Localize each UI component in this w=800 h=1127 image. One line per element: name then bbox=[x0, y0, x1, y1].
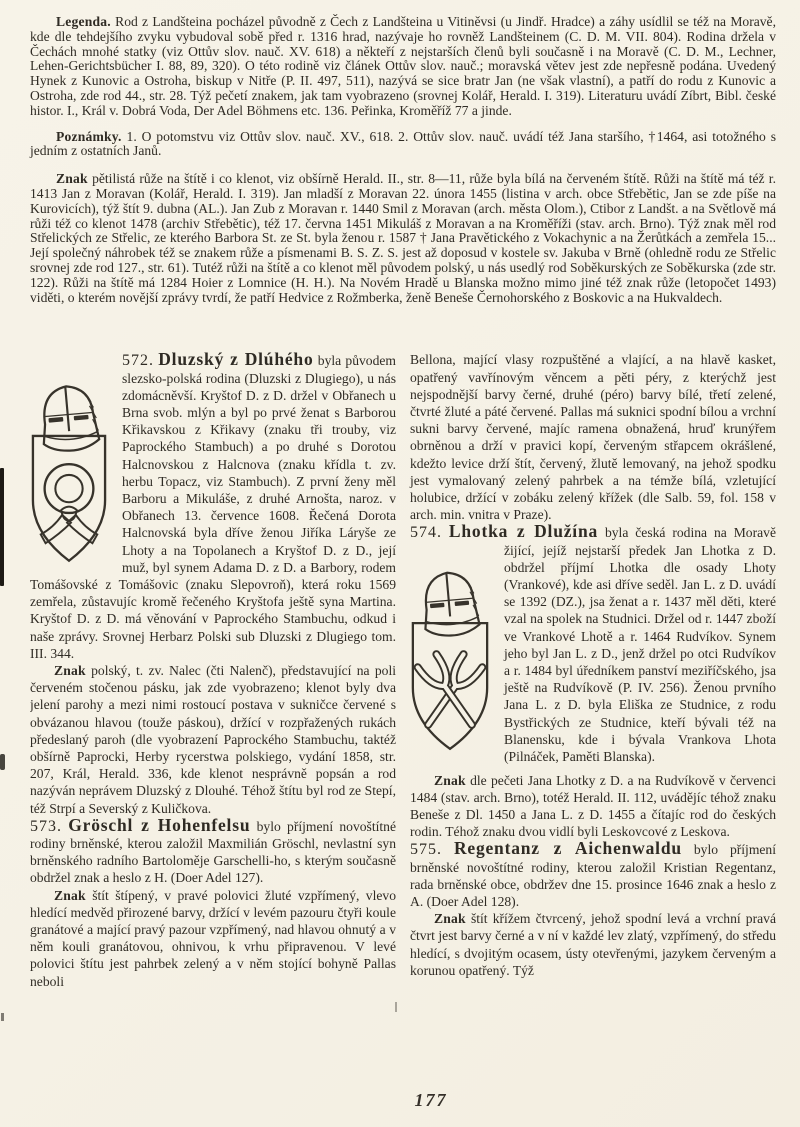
entry-572-name: Dluzský z Dlúhého bbox=[158, 351, 314, 370]
poznamky-label: Poznámky. bbox=[56, 128, 122, 144]
znak-label: Znak bbox=[434, 911, 466, 927]
scan-artifact bbox=[0, 468, 4, 586]
znak-label: Znak bbox=[54, 887, 86, 903]
great-helm-icon bbox=[421, 570, 481, 637]
entry-573-znak-text-col2: Bellona, mající vlasy rozpuštěné a vlající, a na hlavě kasket, opatřený vavřínovým věncem a pěti péry, z kterýchž jest nejspodnější barvy černé, druhé (péro) barvy bílé, třetí zelené, čtvrté žluté a páté červené. Pallas má suknici spodní bílou a vrchní sukni barvy červené, majíc ramena obnažená, hruď krunýřem obrněnou a drží v pravici kopí, červeným střapcem okrášlené, kdežto levice drží štít, červený, žlutě lemovaný, na jehož spodku jest vymalovaný zelený pahrbek a na témže bílá, vzletující holubice, držící v zobáku zelený křížek (dle Salb. 59, fol. 158 v arch. min. vnitra v Praze). bbox=[410, 352, 776, 523]
entry-574-name: Lhotka z Dlužína bbox=[448, 521, 599, 542]
entry-573-znak-col2 bbox=[410, 351, 776, 523]
scan-artifact bbox=[0, 754, 5, 770]
entry-573-name: Gröschl z Hohenfelsu bbox=[68, 814, 251, 835]
entry-575-znak-text: štít křížem čtvrcený, jehož spodní levá a vrchní pravá čtvrt jest barvy černé a v ní v každé lev zlatý, vzpřímený, do středu hledící, s dvojitým ocasem, ústy otevřenými, jazykem červeným a korunou opatřený. Týž bbox=[410, 911, 776, 978]
znak-label: Znak bbox=[56, 171, 88, 187]
entry-572-number: 572. bbox=[122, 352, 154, 370]
entry-575-name: Regentanz z Aichenwaldu bbox=[453, 838, 682, 859]
shield-icon bbox=[413, 623, 487, 749]
two-column-region bbox=[30, 351, 776, 1067]
entry-575 bbox=[410, 840, 776, 910]
entry-574 bbox=[410, 523, 776, 765]
scan-artifact bbox=[1, 1013, 4, 1021]
entry-574-znak bbox=[410, 772, 776, 841]
entry-572-znak bbox=[30, 662, 396, 817]
entry-575-znak bbox=[410, 910, 776, 979]
legenda-text: Rod z Landšteina pocházel původně z Čech z Landšteina u Vitiněvsi (u Jindř. Hradce) a záhy usídlil se též na Moravě, kde dle tehdejšího zvyku vybudoval sobě před r. 1316 hrad, nazývaje ho rovněž Landšteinem (C. D. M. VII. 804). Rodina držela v Čechách mnohé statky (viz Ottův slov. nauč. XV. 618) a někteří z nejstarších členů byli současně i na Moravě (C. D. M., Lechner, Lehen-Gerichtsbücher I. 88, 89, 320). O této rodině viz článek Ottův slov. nauč.; moravská větev jest zde nepřesně podána. Uvedený Hynek z Kunovic a Ostroha, biskup v Nitře (P. II. 497, 511), nazývá se sice bratr Jan (ne však vlastní), a patří do rodu z Kunovic a Ostroha, zde rod 44., str. 28. Týž pečetí znakem, jak tam vyobrazeno (srovnej Kolář, Herald. I. 319). Literaturu uvádí Zíbrt, Bibl. české histor. I., Král v. Dobrá Voda, Der Adel Böhmens etc. 136. Peřinka, Kroměříž 77 a jinde. bbox=[30, 14, 776, 118]
znak-label: Znak bbox=[54, 663, 86, 678]
entry-574-intro-start: byla česká rodina na bbox=[604, 525, 727, 541]
entry-573-intro: bylo příjmení novoštítné rodiny brněnské, kterou založil Maxmilián Gröschl, nevlastní syn brněnského radního Bartoloměje Garschelli-ho, s kterým současně obdržel znak a heslo z H. (Doer Adel 127). bbox=[30, 818, 396, 886]
entry-575-number: 575. bbox=[410, 841, 442, 859]
page-number: 177 bbox=[414, 1090, 448, 1110]
entry-573 bbox=[30, 814, 396, 887]
znak-paragraph bbox=[30, 172, 776, 305]
right-column bbox=[410, 351, 776, 1067]
entry-573-number: 573. bbox=[30, 817, 62, 835]
znak-text: pětilistá růže na štítě i co klenot, viz obšírně Herald. II., str. 8—11, růže byla bílá na červeném štítě. Růži na štítě má též r. 1413 Jan z Moravan (Kolář, Herald. I. 319). Jan mladší z Moravan 22. února 1455 (listina v arch. obce Střebětic, Jan se zde píše na Kurovicích), týž štít 9. dubna (AL.). Jan Zub z Moravan r. 1440 Smil z Moravan (arch. města Olom.), Ctibor z Landšt. a na Světlově má růži též co klenot 1478 (archiv Střebětic), též 17. června 1451 Mikuláš z Moravan a na Kroměříži (stav. arch. Brno). Týž znak měl rod Střelických ze Střelic, ze kterého Barbora St. ze St. byla ženou r. 1587 † Jana Pravětického z Vokachynic a na Žerůtkách a zemřela 15... Její společný náhrobek též se znakem růže a písmenami B. S. Z. S. jest až doposud v kostele sv. Jakuba v Brně (ohledně rodu ze Střelic srovnej zde rod 127., str. 61). Tutéž růži na štítě a co klenot měl původem polský, u nás usedlý rod Soběkurských ze Soběkurska (zde str. 122). Růži na štítě má 1284 Hoier z Lomnice (H. H.). Na Novém Hradě u Blanska možno mimo jiné též znak růže (letopočet 1493) viděti, o kterém novější zprávy tvrdí, že patří Hedvice z Rožmberka, ženě Beneše Černohorského z Boskovic a na Hukvaldech. bbox=[30, 171, 776, 305]
helm-shield-crossed-forks-icon bbox=[410, 564, 490, 766]
shield-icon bbox=[33, 436, 105, 561]
poznamky-paragraph bbox=[30, 130, 776, 160]
legenda-paragraph bbox=[30, 15, 776, 119]
helm-shield-nalecz-band-icon bbox=[30, 377, 108, 569]
left-column bbox=[30, 351, 396, 1067]
legenda-label: Legenda. bbox=[56, 14, 111, 29]
entry-572-intro-rest: slezsko-polská rodina (Dluzski z Dlugiego), u nás zdomácněvší. Kryštof D. z D. držel v Obřanech u Brna svob. mlýn a byl po prvé ženat s Barborou Křikavskou z Křikavy (znaku tři trouby, viz Paprockého Stambuch) a po druhé s Dorotou Halcnovskou z Halcnova (znaku křídla t. zv. herbu Topacz, viz Stambuch). Z první ženy měl Barboru a Mikuláše, z druhé Arnošta, naroz. v Obřanech 13. července 1608. Řečená Dorota Halcnovská byla dříve ženou Jiříka Láryše ze Lhoty a na Topolanech a Kryštof D. z D., její muž, byl synem Adama D. z D. a Barbory, rodem Tomášovské z Tomášovic (znaku Slepovroň), která roku 1569 zemřela, zůstavujíc kromě řečeného Kryštofa ještě syna Martina. Kryštof D. z D. má věnování v Paprockého Stambuchu, odkud i naše zprávy. Srovnej Herbarz Polski sub Dluzski z Dlugiego tom. III. 344. bbox=[30, 370, 396, 661]
scan-artifact bbox=[395, 1002, 397, 1012]
entry-572 bbox=[30, 351, 396, 662]
entry-573-znak-text-col1: štít štípený, v pravé polovici žluté vzpřímený, vlevo hledící medvěd přirozené barvy, držící v levém pazouru čtyři koule granátové a mající pravý pazour vzpřímený, nad hlavou ohnutý a v něm kouli granátovou, ohnivou, k vrhu připravenou. V levé polovici štítu jest pahrbek zelený a v něm stojící bohyně Pallas neboli bbox=[30, 887, 396, 989]
crossed-forks-icon bbox=[418, 654, 483, 731]
great-helm-icon bbox=[39, 384, 100, 453]
znak-label: Znak bbox=[434, 772, 466, 788]
entry-572-znak-text: polský, t. zv. Nalec (čti Nalenč), představující na poli červeném stočenou pásku, jak zde vyobrazeno; klenot byly dva jelení parohy a mezi nimi rostoucí postava v sukničce červené s obvázanou hlavou (touže páskou), držící v rozpřažených rukách předeslaný paroh (dle vyobrazení Paprockého Stambuchu, taktéž obšírně Paprocki, Herby rycerstwa polskiego, vydání 1858, str. 207, Král, Herald. 336, kde klenot nesprávně popsán a rod nazýván neprávem Dluzský z Dlouhé. Téhož štítu byl rod ze Stepí, též Strpí a Severský z Kuličkova. bbox=[30, 663, 396, 816]
poznamky-text: 1. O potomstvu viz Ottův slov. nauč. XV., 618. 2. Ottův slov. nauč. uvádí též Jana staršího, †1464, asi totožného s jedním z ostatních Janů. bbox=[30, 128, 776, 159]
entry-573-znak-col1 bbox=[30, 887, 396, 990]
entry-575-intro: bylo příjmení brněnské novoštítné rodiny, kterou založil Kristian Regentanz, rada brněnské obce, obdržev dne 15. prosince 1646 znak a heslo z A. (Doer Adel 128). bbox=[410, 842, 776, 909]
entry-572-intro-start: byla původem bbox=[317, 353, 396, 369]
intro-block bbox=[30, 15, 776, 305]
entry-574-number: 574. bbox=[410, 524, 442, 542]
twisted-band-icon bbox=[41, 465, 98, 544]
entry-574-znak-text: dle pečeti Jana Lhotky z D. a na Rudvíkově v červenci 1484 (stav. arch. Brno), totéž Herald. II. 112, uvádějíc téhož znaku Beneše z Dl. 1450 a Jana L. z D. 1455 a čítajíc rod do českých rodin. Téhož znaku dvou vidlí byli Leskovcové z Leskova. bbox=[410, 772, 776, 840]
entry-574-intro-rest: Moravě žijící, jejíž nejstarší předek Jan Lhotka z D. obdržel příjmí Lhotka dle osady Lhoty (Vrankové), kde asi dříve seděl. Jan L. z D. uvádí se 1392 (DZ.), jsa ženat a r. 1437 měl děti, které vzal na spolek na Studnici. Držel od r. 1447 zboží ve Vrankové Lhotě a r. 1464 Rudvíkov. Synem jeho byl Jan L. z D., jenž držel po otci Rudvíkov a r. 1484 byl úředníkem panství meziříčského, jsa ještě na Rudvíkově (P. IV. 256). Ženou prvního Jana L. z D. byla Eliška ze Studnice, z rodu Bystřických ze Studnice, kteří bývali též na Blanensku, kde i bývala Vrankova Lhota (Pilnáček, Paměti Blanska). bbox=[504, 525, 776, 765]
